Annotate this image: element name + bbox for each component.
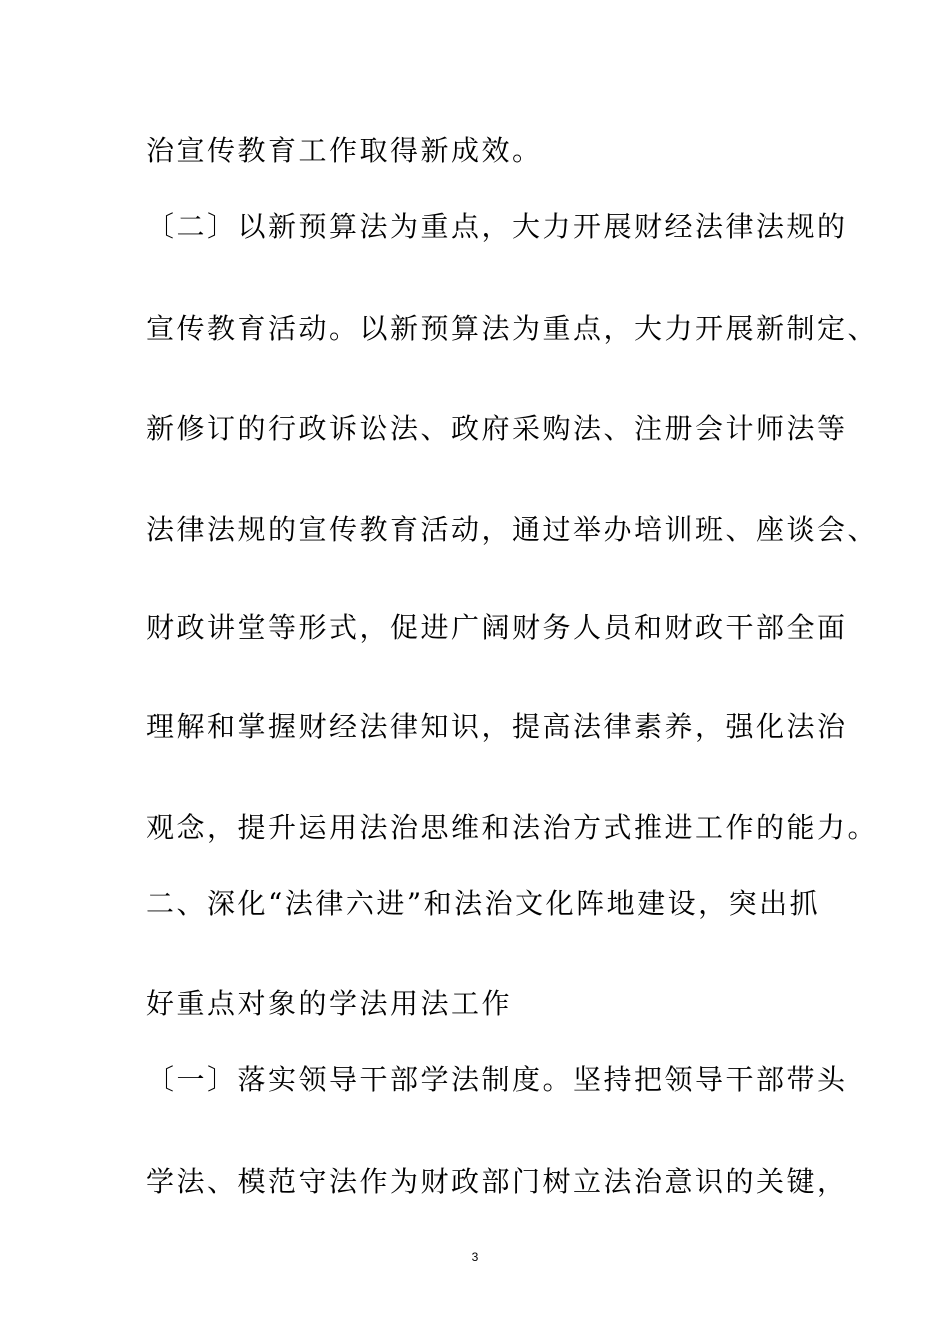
text-line: 治宣传教育工作取得新成效。 [146,134,543,167]
text-line: 学法、模范守法作为财政部门树立法治意识的关键， [146,1165,848,1198]
text-line: 财政讲堂等形式，促进广阔财务人员和财政干部全面 [146,611,848,644]
section-heading: 二、深化“法律六进”和法治文化阵地建设，突出抓 [146,887,821,920]
text-line: 新修订的行政诉讼法、政府采购法、注册会计师法等 [146,412,848,445]
text-line: 法律法规的宣传教育活动，通过举办培训班、座谈会、 [146,513,879,546]
text-line: 观念，提升运用法治思维和法治方式推进工作的能力。 [146,811,879,844]
page-number: 3 [471,1250,479,1264]
subheading-1: 〔一〕落实领导干部学法制度。坚持把领导干部带头 [146,1063,848,1096]
subheading-2: 〔二〕以新预算法为重点，大力开展财经法律法规的 [146,210,848,243]
text-line: 理解和掌握财经法律知识，提高法律素养，强化法治 [146,710,848,743]
text-line: 宣传教育活动。以新预算法为重点，大力开展新制定、 [146,312,879,345]
section-heading-continued: 好重点对象的学法用法工作 [146,987,513,1020]
